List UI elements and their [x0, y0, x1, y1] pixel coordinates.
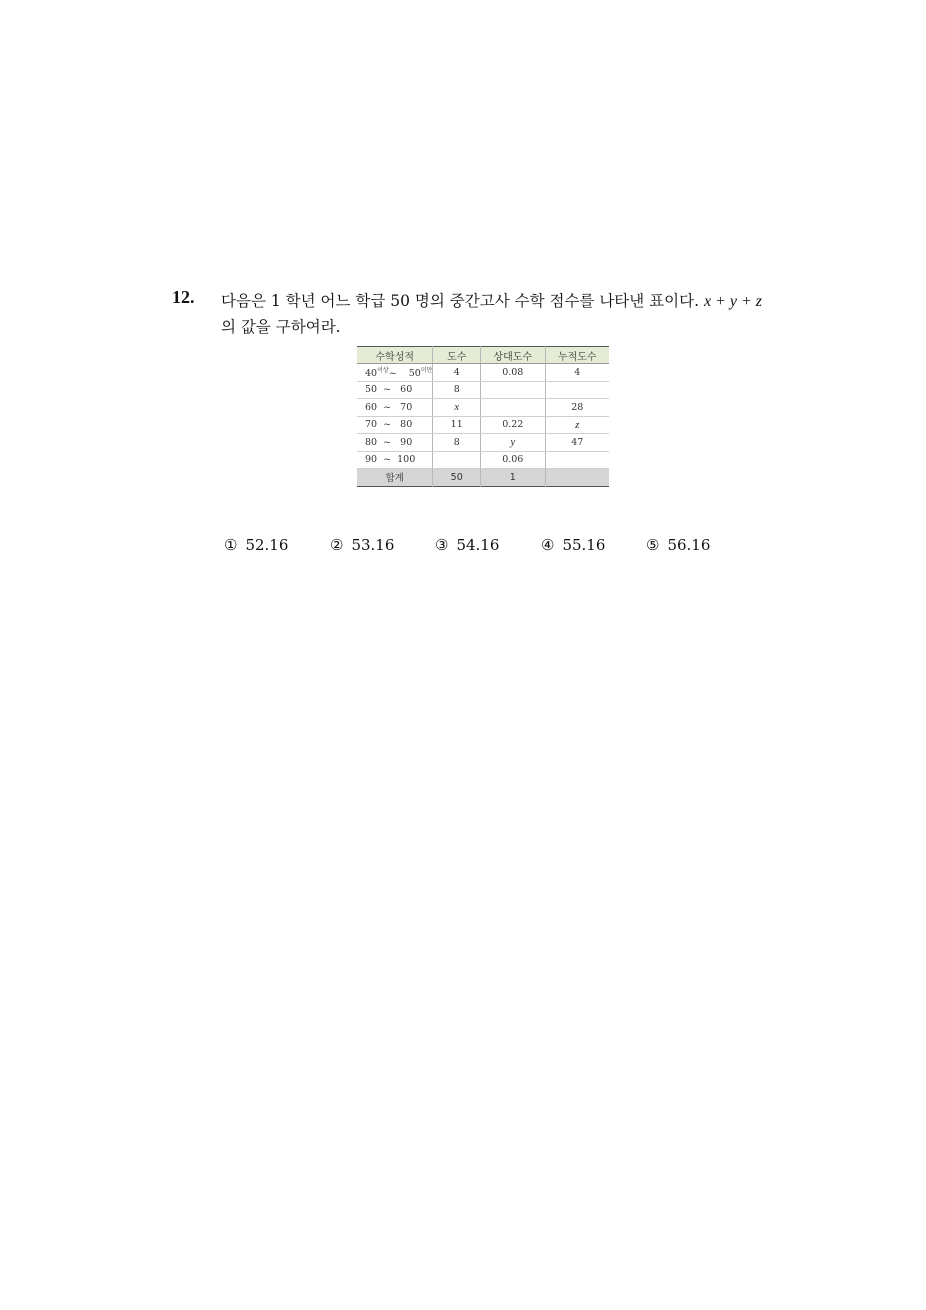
cumulative-frequency-cell: z: [545, 416, 609, 434]
class-interval: 60 ~ 70: [357, 399, 433, 417]
answer-choices: [0, 536, 926, 556]
frequency-cell: 8: [433, 434, 481, 452]
class-interval: 90 ~ 100: [357, 451, 433, 469]
class-interval: $40^{이상}\sim$ $50^{미만}$: [357, 364, 433, 382]
frequency-cell: 11: [433, 416, 481, 434]
relative-frequency-cell: 0.06: [481, 451, 546, 469]
total-label: 합계: [357, 469, 433, 487]
choice-value: 53.16: [351, 536, 395, 554]
question-number: 12.: [172, 287, 195, 307]
choice-5[interactable]: [646, 536, 710, 554]
class-upper-suffix: 미만: [420, 367, 433, 375]
cumulative-frequency-cell: [545, 451, 609, 469]
table-header-row: [357, 347, 609, 364]
relative-frequency-cell: [481, 381, 546, 399]
choice-mark: ③: [435, 536, 449, 554]
choice-value: 54.16: [456, 536, 500, 554]
frequency-table: [357, 346, 609, 487]
header-relative-frequency: 상대도수: [481, 347, 546, 364]
choice-1[interactable]: [224, 536, 288, 554]
header-score: 수학성적: [357, 347, 433, 364]
total-cumulative-frequency: [545, 469, 609, 487]
choice-value: 52.16: [245, 536, 289, 554]
question-math-expression: x + y + z: [703, 293, 762, 310]
header-cumulative-frequency: 누적도수: [545, 347, 609, 364]
class-interval: 70 ~ 80: [357, 416, 433, 434]
total-frequency: 50: [433, 469, 481, 487]
choice-value: 56.16: [667, 536, 711, 554]
question-text-line1: [221, 289, 762, 311]
question-text: 다음은 1 학년 어느 학급 50 명의 중간고사 수학 점수를 나타낸 표이다.: [221, 292, 700, 310]
cumulative-frequency-cell: [545, 381, 609, 399]
choice-mark: ①: [224, 536, 238, 554]
choice-mark: ⑤: [646, 536, 660, 554]
question-text-line2: 의 값을 구하여라.: [221, 318, 341, 336]
table-row: [357, 451, 609, 469]
frequency-cell: 4: [433, 364, 481, 382]
relative-frequency-cell: 0.22: [481, 416, 546, 434]
choice-2[interactable]: [330, 536, 394, 554]
cumulative-frequency-cell: 4: [545, 364, 609, 382]
relative-frequency-cell: [481, 399, 546, 417]
table-row: [357, 399, 609, 417]
choice-value: 55.16: [562, 536, 606, 554]
class-interval: 50 ~ 60: [357, 381, 433, 399]
choice-3[interactable]: [435, 536, 499, 554]
class-interval: 80 ~ 90: [357, 434, 433, 452]
total-relative-frequency: 1: [481, 469, 546, 487]
choice-mark: ④: [541, 536, 555, 554]
table-row: [357, 364, 609, 382]
class-lower-suffix: 이상: [377, 367, 389, 375]
relative-frequency-cell: 0.08: [481, 364, 546, 382]
cumulative-frequency-cell: 47: [545, 434, 609, 452]
choice-4[interactable]: [541, 536, 605, 554]
table-row: [357, 434, 609, 452]
table-total-row: [357, 469, 609, 487]
relative-frequency-cell: y: [481, 434, 546, 452]
frequency-cell: 8: [433, 381, 481, 399]
frequency-cell: [433, 451, 481, 469]
frequency-cell: x: [433, 399, 481, 417]
table-row: [357, 381, 609, 399]
table-row: [357, 416, 609, 434]
choice-mark: ②: [330, 536, 344, 554]
cumulative-frequency-cell: 28: [545, 399, 609, 417]
header-frequency: 도수: [433, 347, 481, 364]
